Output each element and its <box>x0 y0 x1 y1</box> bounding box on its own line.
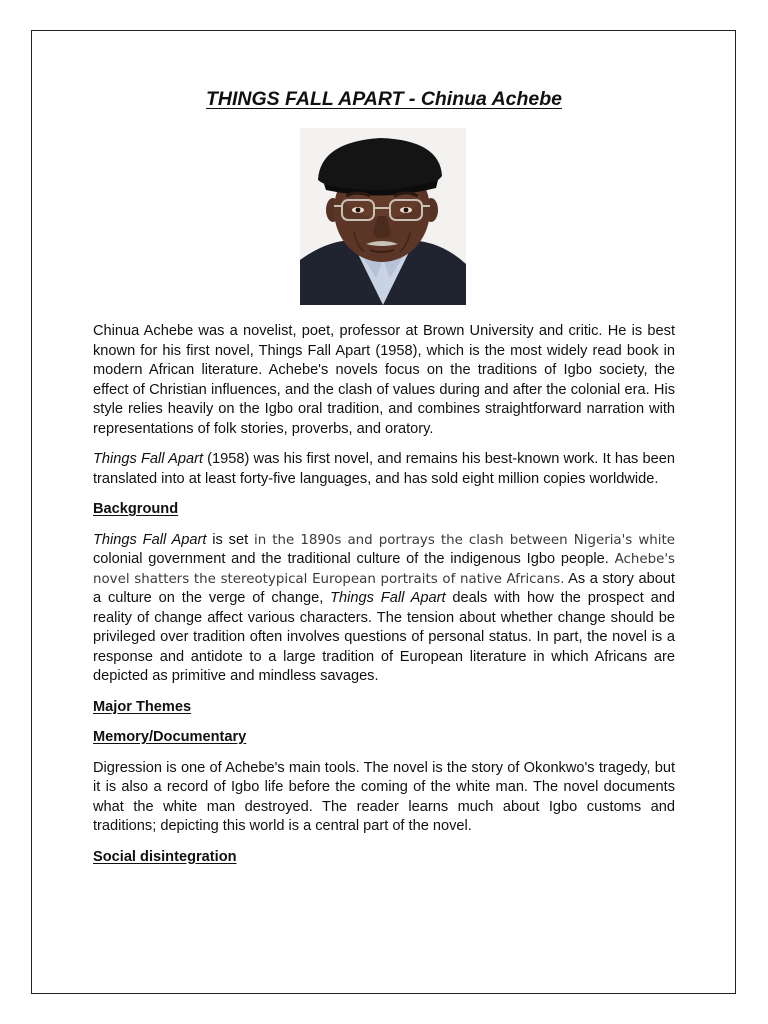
background-text: is set <box>206 531 255 548</box>
background-heading: Background <box>93 501 179 517</box>
background-quote-portraits: Achebe's novel shatters the stereotypical European portraits of native Africans. <box>93 552 675 587</box>
social-disintegration-heading: Social disintegration <box>93 848 237 865</box>
document-title: THINGS FALL APART - Chinua Achebe <box>205 88 563 110</box>
book-title: Things Fall Apart <box>93 531 207 548</box>
background-text: colonial government and the traditional culture of the indigenous Igbo people. <box>93 551 615 567</box>
author-portrait <box>300 128 466 305</box>
book-title: Things Fall Apart <box>93 451 203 467</box>
first-novel-paragraph <box>93 450 675 489</box>
background-text: As a story about a culture on the verge of change, <box>93 570 675 606</box>
author-portrait-image <box>300 128 466 305</box>
memory-documentary-heading: Memory/Documentary <box>93 729 247 745</box>
background-paragraph <box>93 531 675 687</box>
intro-paragraph: Chinua Achebe was a novelist, poet, professor at Brown University and critic. He is best known for his first novel, Things Fall Apart (1958), which is the most widely read book in modern African literature. Achebe's novels focus on the traditions of Igbo society, the effect of Christian influences, and the clash of values during and after the colonial era. His style relies heavily on the Igbo oral tradition, and combines straightforward narration with representations of folk stories, proverbs, and oratory. <box>93 323 675 437</box>
first-novel-text: (1958) was his first novel, and remains his best-known work. It has been translated into at least forty-five languages, and has sold eight million copies worldwide. <box>93 451 675 487</box>
major-themes-heading: Major Themes <box>93 698 192 715</box>
document-body <box>93 322 675 878</box>
memory-documentary-paragraph: Digression is one of Achebe's main tools. The novel is the story of Okonkwo's tragedy, but it is also a record of Igbo life before the coming of the white man. The novel documents what the white man destroyed. The reader learns much about Igbo customs and traditions; depicting this world is a central part of the novel. <box>93 759 675 834</box>
background-text: deals with how the prospect and reality of change affect various characters. The tension about whether change should be privileged over tradition often involves questions of personal status. In part, the novel is a response and antidote to a large tradition of European literature in which Africans are depicted as primitive and mindless savages. <box>93 590 675 684</box>
background-quote-setting: in the 1890s and portrays the clash between Nigeria's white <box>254 532 675 548</box>
book-title: Things Fall Apart <box>330 590 446 606</box>
